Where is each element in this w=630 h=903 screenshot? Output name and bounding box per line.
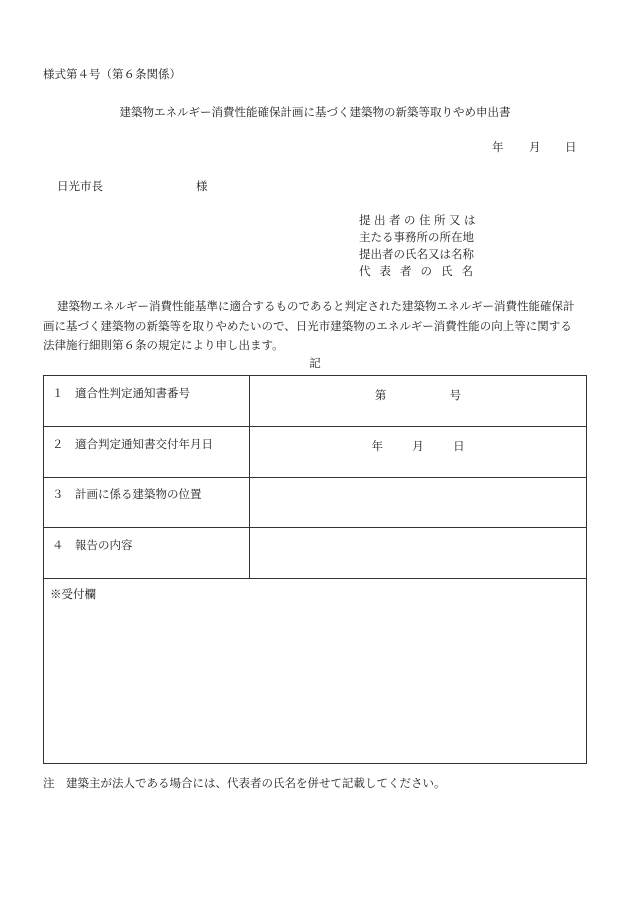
body-line-2: 画に基づく建築物の新築等を取りやめたいので、日光市建築物のエネルギー消費性能の向上等に関する xyxy=(43,319,572,333)
date-day: 日 xyxy=(565,140,577,154)
issue-date-year: 年 xyxy=(371,439,383,453)
building-location-label: ３ 計画に係る建築物の位置 xyxy=(52,487,202,501)
date-month: 月 xyxy=(529,140,541,154)
body-line-3: 法律施行細則第６条の規定により申し出ます。 xyxy=(43,338,284,352)
form-number: 様式第４号（第６条関係） xyxy=(43,67,181,81)
document-title: 建築物エネルギー消費性能確保計画に基づく建築物の新築等取りやめ申出書 xyxy=(119,105,511,119)
representative-name-label: 代表者の氏名 xyxy=(359,264,482,278)
row-divider xyxy=(44,527,586,528)
applicant-office-label: 主たる事務所の所在地 xyxy=(359,230,474,244)
notice-number-prefix: 第 xyxy=(374,388,387,402)
notice-number-label: １ 適合性判定通知書番号 xyxy=(52,386,190,400)
body-line-1: 建築物エネルギー消費性能基準に適合するものであると判定された建築物エネルギー消費性能確保計 xyxy=(57,299,575,313)
report-content-label: ４ 報告の内容 xyxy=(52,538,133,552)
row-divider xyxy=(44,578,586,579)
date-year: 年 xyxy=(492,140,504,154)
report-content-field[interactable] xyxy=(249,530,587,574)
building-location-field[interactable] xyxy=(249,480,587,524)
issue-date-label: ２ 適合判定通知書交付年月日 xyxy=(52,437,213,451)
notice-number-field[interactable] xyxy=(249,387,587,403)
row-divider xyxy=(44,426,586,427)
footnote: 注 建築主が法人である場合には、代表者の氏名を併せて記載してください。 xyxy=(43,776,446,790)
issue-date-day: 日 xyxy=(453,439,465,453)
notice-number-suffix: 号 xyxy=(449,388,462,402)
addressee-name: 日光市長 xyxy=(57,179,103,193)
issue-date-month: 月 xyxy=(412,439,424,453)
application-table xyxy=(43,375,587,764)
addressee-honorific: 様 xyxy=(196,179,208,193)
row-divider xyxy=(44,477,586,478)
issue-date-field[interactable] xyxy=(249,438,587,454)
ki-marker: 記 xyxy=(309,356,321,370)
applicant-address-label: 提出者の住所又は xyxy=(359,213,479,227)
applicant-name-label: 提出者の氏名又は名称 xyxy=(359,247,474,261)
reception-label: ※受付欄 xyxy=(50,587,96,601)
